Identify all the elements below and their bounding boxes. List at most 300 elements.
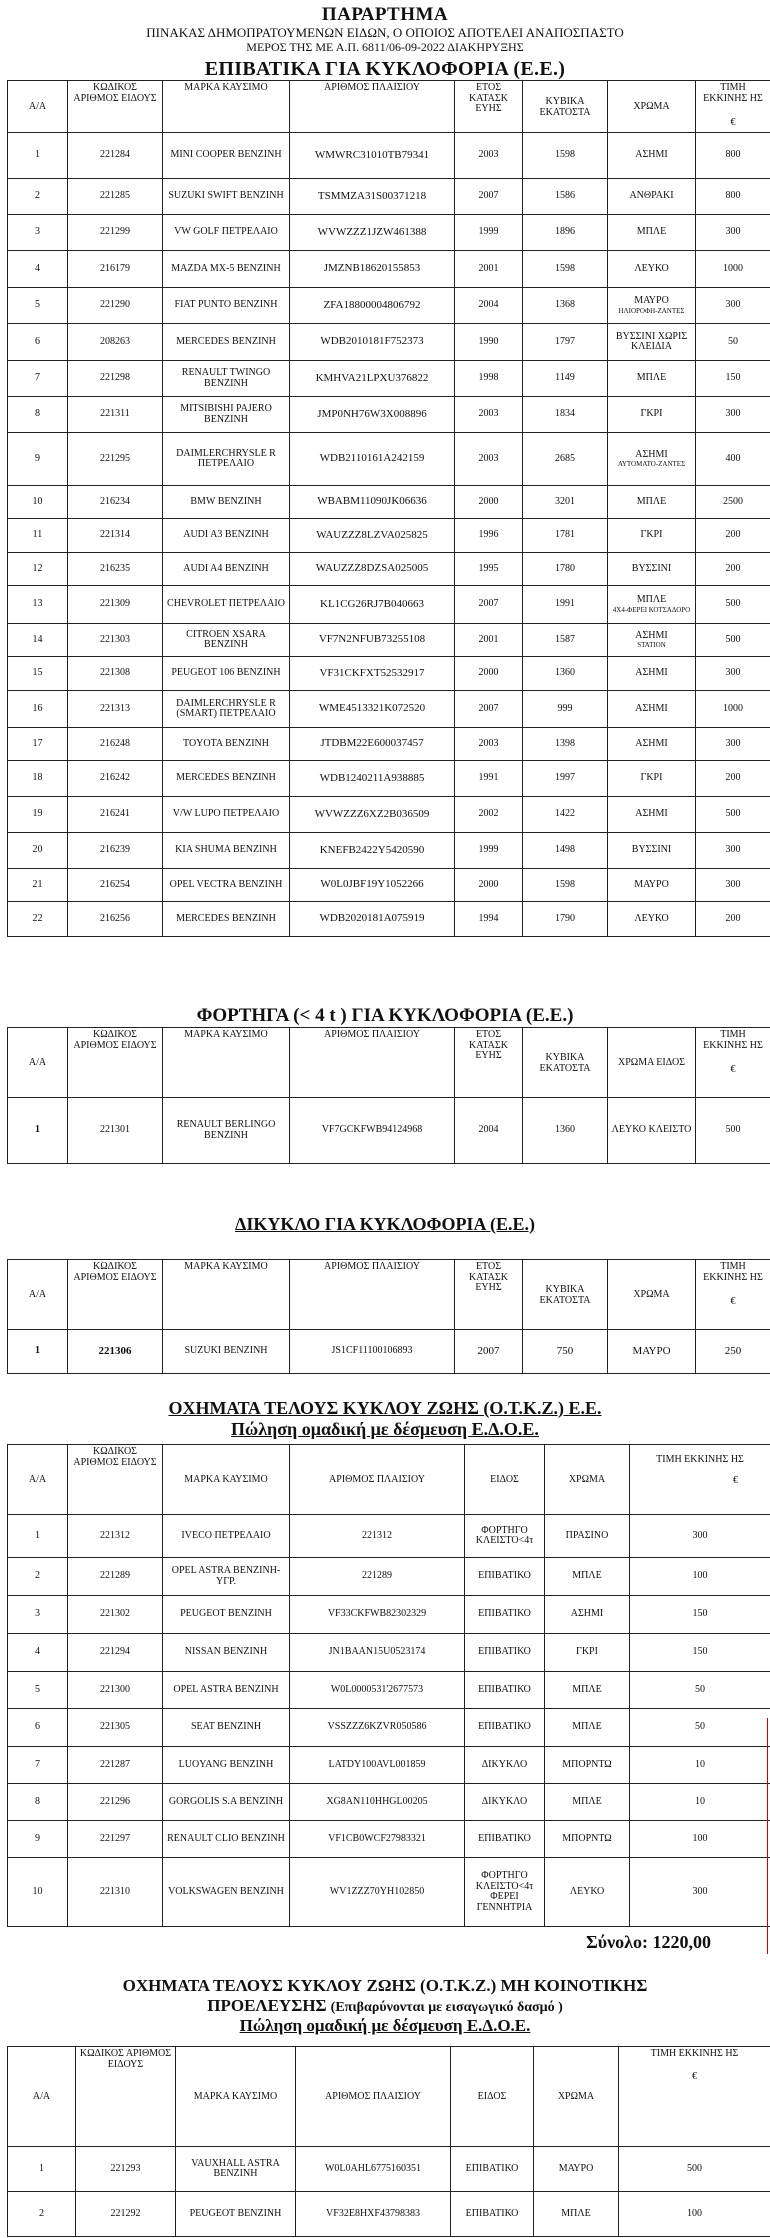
row-number: 9 <box>8 433 68 486</box>
euro-symbol: € <box>692 2070 697 2082</box>
chassis-number: WAUZZZ8DZSA025005 <box>290 553 455 586</box>
row-number: 1 <box>8 1515 68 1558</box>
color <box>608 728 696 761</box>
section-eol-eu-title: ΟΧΗΜΑΤΑ ΤΕΛΟΥΣ ΚΥΚΛΟΥ ΖΩΗΣ (Ο.Τ.Κ.Ζ.) Ε.Ε. Πώληση ομαδική με δέσμευση Ε.Δ.Ο.Ε. <box>0 1398 770 1439</box>
cubic-cm: 3201 <box>523 486 608 519</box>
start-price: 10 <box>630 1747 770 1784</box>
brand-fuel: OPEL ASTRA BENZINH <box>163 1672 290 1709</box>
cubic-cm: 1598 <box>523 869 608 902</box>
start-price: 1000 <box>696 251 770 288</box>
brand-fuel: LUOYANG BENZINH <box>163 1747 290 1784</box>
item-code: 221305 <box>68 1709 163 1747</box>
chassis-number: KNEFB2422Y5420590 <box>290 833 455 869</box>
cubic-cm: 1997 <box>523 761 608 797</box>
brand-fuel: MERCEDES BENZINH <box>163 902 290 937</box>
color <box>608 902 696 937</box>
cars-table <box>7 80 770 937</box>
brand-fuel: PEUGEOT BENZINH <box>176 2192 296 2237</box>
cubic-cm: 1586 <box>523 179 608 215</box>
chassis-number: WBABM11090JK06636 <box>290 486 455 519</box>
color: ΜΑΥΡΟ <box>534 2147 619 2192</box>
table-row <box>8 1747 770 1784</box>
chassis-number: VF31CKFXT52532917 <box>290 657 455 691</box>
start-price: 200 <box>696 761 770 797</box>
start-price: 50 <box>696 324 770 361</box>
chassis-number: JMZNB18620155853 <box>290 251 455 288</box>
color: ΜΠΛΕ <box>545 1672 630 1709</box>
start-price: 500 <box>696 586 770 624</box>
item-code: 216234 <box>68 486 163 519</box>
chassis-number: 221312 <box>290 1515 465 1558</box>
table-row <box>8 179 770 215</box>
cubic-cm: 1780 <box>523 553 608 586</box>
col-brand: ΜΑΡΚΑ ΚΑΥΣΙΜΟ <box>176 2047 296 2147</box>
cubic-cm: 1360 <box>523 657 608 691</box>
table-header-row <box>8 1028 770 1098</box>
start-price: 250 <box>696 1330 770 1374</box>
brand-fuel: CHEVROLET ΠΕΤΡΕΛΑΙΟ <box>163 586 290 624</box>
col-chassis: ΑΡΙΘΜΟΣ ΠΛΑΙΣΙΟΥ <box>290 1445 465 1515</box>
year: 1991 <box>455 761 523 797</box>
cubic-cm: 1587 <box>523 624 608 657</box>
color <box>608 251 696 288</box>
color: ΜΠΛΕ <box>545 1709 630 1747</box>
color <box>608 324 696 361</box>
brand-fuel: SEAT BENZINH <box>163 1709 290 1747</box>
color-value: ΓΚΡΙ <box>640 529 663 541</box>
row-number: 13 <box>8 586 68 624</box>
chassis-number: WME4513321K072520 <box>290 691 455 728</box>
col-color: ΧΡΩΜΑ <box>608 1260 696 1330</box>
start-price: 500 <box>696 624 770 657</box>
brand-fuel: V/W LUPO ΠΕΤΡΕΛΑΙΟ <box>163 797 290 833</box>
item-code: 221290 <box>68 288 163 324</box>
chassis-number: 221289 <box>290 1558 465 1596</box>
euro-symbol: € <box>730 117 736 128</box>
table-row <box>8 288 770 324</box>
col-price: ΤΙΜΗ ΕΚΚΙΝΗΣ ΗΣ € <box>696 81 770 133</box>
brand-fuel: OPEL VECTRA BENZINH <box>163 869 290 902</box>
item-code: 216242 <box>68 761 163 797</box>
row-number: 10 <box>8 1858 68 1927</box>
table-row <box>8 1821 770 1858</box>
chassis-number: WDB2010181F752373 <box>290 324 455 361</box>
row-number: 1 <box>8 133 68 179</box>
table-row <box>8 1515 770 1558</box>
eol-noneu-table <box>7 2046 770 2237</box>
start-price: 150 <box>630 1634 770 1672</box>
table-row <box>8 691 770 728</box>
year: 2003 <box>455 728 523 761</box>
color-value: ΑΣΗΜΙ <box>635 702 668 714</box>
table-row <box>8 1709 770 1747</box>
vehicle-type: ΕΠΙΒΑΤΙΚΟ <box>451 2192 534 2237</box>
vehicle-type: ΕΠΙΒΑΤΙΚΟ <box>465 1709 545 1747</box>
cubic-cm: 750 <box>523 1330 608 1374</box>
brand-fuel: MERCEDES BENZINH <box>163 761 290 797</box>
chassis-number: WVWZZZ1JZW461388 <box>290 215 455 251</box>
year: 2004 <box>455 1098 523 1164</box>
row-number: 5 <box>8 288 68 324</box>
color-value: ΜΠΛΕ <box>636 226 667 238</box>
item-code: 216248 <box>68 728 163 761</box>
row-number: 6 <box>8 1709 68 1747</box>
brand-fuel: NISSAN BENZINH <box>163 1634 290 1672</box>
row-number: 1 <box>8 1330 68 1374</box>
table-header-row <box>8 1445 770 1515</box>
color-value: ΓΚΡΙ <box>640 408 663 420</box>
color-note: STATION <box>637 641 666 650</box>
vehicle-type: ΕΠΙΒΑΤΙΚΟ <box>465 1821 545 1858</box>
col-cc: ΚΥΒΙΚΑ ΕΚΑΤΟΣΤΑ <box>523 1260 608 1330</box>
section-moto-title: ΔΙΚΥΚΛΟ ΓΙΑ ΚΥΚΛΟΦΟΡΙΑ (Ε.Ε.) <box>235 1214 535 1234</box>
brand-fuel: KIA SHUMA BENZINH <box>163 833 290 869</box>
vehicle-type: ΕΠΙΒΑΤΙΚΟ <box>465 1558 545 1596</box>
cubic-cm: 1368 <box>523 288 608 324</box>
item-code: 221297 <box>68 1821 163 1858</box>
chassis-number: VF32E8HXF43798383 <box>296 2192 451 2237</box>
chassis-number: WDB2020181A075919 <box>290 902 455 937</box>
table-row <box>8 1330 770 1374</box>
brand-fuel: BMW BENZINH <box>163 486 290 519</box>
color-value: ΑΣΗΜΙ <box>635 629 668 641</box>
cubic-cm: 1398 <box>523 728 608 761</box>
start-price: 800 <box>696 179 770 215</box>
color: ΜΑΥΡΟ <box>608 1330 696 1374</box>
year: 2003 <box>455 433 523 486</box>
chassis-number: VF33CKFWB82302329 <box>290 1596 465 1634</box>
col-type: ΕΙΔΟΣ <box>465 1445 545 1515</box>
cubic-cm: 1360 <box>523 1098 608 1164</box>
header-line-2: ΜΕΡΟΣ ΤΗΣ ΜΕ Α.Π. 6811/06-09-2022 ΔΙΑΚΗΡΥΞΗΣ <box>246 39 524 54</box>
color <box>608 519 696 553</box>
start-price: 150 <box>630 1596 770 1634</box>
table-row <box>8 833 770 869</box>
year: 2003 <box>455 133 523 179</box>
color-value: ΜΑΥΡΟ <box>634 878 669 890</box>
start-price: 300 <box>696 288 770 324</box>
brand-fuel: IVECO ΠΕΤΡΕΛΑΙΟ <box>163 1515 290 1558</box>
vehicle-type: ΕΠΙΒΑΤΙΚΟ <box>465 1672 545 1709</box>
table-row <box>8 728 770 761</box>
section-eol-noneu-subtitle: Πώληση ομαδική με δέσμευση Ε.Δ.Ο.Ε. <box>239 2015 531 2035</box>
table-row <box>8 761 770 797</box>
brand-fuel: VAUXHALL ASTRA BENZINH <box>176 2147 296 2192</box>
chassis-number: W0L0JBF19Y1052266 <box>290 869 455 902</box>
row-number: 6 <box>8 324 68 361</box>
col-year: ΕΤΟΣ ΚΑΤΑΣΚ ΕΥΗΣ <box>455 1260 523 1330</box>
row-number: 16 <box>8 691 68 728</box>
total-sum: Σύνολο: 1220,00 <box>586 1932 711 1952</box>
brand-fuel: SUZUKI SWIFT BENZINH <box>163 179 290 215</box>
brand-fuel: MERCEDES BENZINH <box>163 324 290 361</box>
start-price: 800 <box>696 133 770 179</box>
color-value: ΒΥΣΣΙΝΙ <box>631 844 672 856</box>
item-code: 221294 <box>68 1634 163 1672</box>
chassis-number: KMHVA21LPXU376822 <box>290 361 455 397</box>
col-chassis: ΑΡΙΘΜΟΣ ΠΛΑΙΣΙΟΥ <box>296 2047 451 2147</box>
chassis-number: WVWZZZ6XZ2B036509 <box>290 797 455 833</box>
color-value: ΒΥΣΣΙΝΙ <box>631 562 672 574</box>
item-code: 221303 <box>68 624 163 657</box>
cubic-cm: 2685 <box>523 433 608 486</box>
col-code: ΚΩΔΙΚΟΣ ΑΡΙΘΜΟΣ ΕΙΔΟΥΣ <box>76 2047 176 2147</box>
table-row <box>8 797 770 833</box>
brand-fuel: PEUGEOT 106 BENZINH <box>163 657 290 691</box>
item-code: 221293 <box>76 2147 176 2192</box>
brand-fuel: SUZUKI BENZINH <box>163 1330 290 1374</box>
row-number: 4 <box>8 251 68 288</box>
year: 1999 <box>455 215 523 251</box>
cubic-cm: 1781 <box>523 519 608 553</box>
table-row <box>8 2192 770 2237</box>
item-code: 216241 <box>68 797 163 833</box>
start-price: 500 <box>619 2147 770 2192</box>
start-price: 300 <box>696 657 770 691</box>
table-row <box>8 1596 770 1634</box>
chassis-number: ZFA18800004806792 <box>290 288 455 324</box>
table-header-row <box>8 81 770 133</box>
col-aa: Α/Α <box>8 81 68 133</box>
table-row <box>8 1672 770 1709</box>
col-code: ΚΩΔΙΚΟΣ ΑΡΙΘΜΟΣ ΕΙΔΟΥΣ <box>68 1445 163 1515</box>
year: 2007 <box>455 179 523 215</box>
col-chassis: ΑΡΙΘΜΟΣ ΠΛΑΙΣΙΟΥ <box>290 81 455 133</box>
section-eol-noneu-title2: ΠΡΟΕΛΕΥΣΗΣ <box>207 1995 327 2015</box>
year: 1994 <box>455 902 523 937</box>
brand-fuel: RENAULT BERLINGO BENZINH <box>163 1098 290 1164</box>
item-code: 221301 <box>68 1098 163 1164</box>
item-code: 221313 <box>68 691 163 728</box>
year: 1999 <box>455 833 523 869</box>
section-eol-noneu-title: ΟΧΗΜΑΤΑ ΤΕΛΟΥΣ ΚΥΚΛΟΥ ΖΩΗΣ (Ο.Τ.Κ.Ζ.) ΜΗ ΚΟΙΝΟΤΙΚΗΣ ΠΡΟΕΛΕΥΣΗΣ (Επιβαρύνονται με εισαγωγικό δασμό ) Πώληση ομαδική με δέσμευση Ε.Δ.Ο.Ε. <box>0 1976 770 2035</box>
col-brand: ΜΑΡΚΑ ΚΑΥΣΙΜΟ <box>163 81 290 133</box>
item-code: 221312 <box>68 1515 163 1558</box>
row-number: 15 <box>8 657 68 691</box>
row-number: 7 <box>8 361 68 397</box>
start-price: 200 <box>696 519 770 553</box>
color: ΛΕΥΚΟ <box>545 1858 630 1927</box>
color: ΠΡΑΣΙΝΟ <box>545 1515 630 1558</box>
year: 2003 <box>455 397 523 433</box>
brand-fuel: CITROEN XSARA BENZINH <box>163 624 290 657</box>
item-code: 221311 <box>68 397 163 433</box>
item-code: 221292 <box>76 2192 176 2237</box>
table-row <box>8 1634 770 1672</box>
start-price: 300 <box>696 833 770 869</box>
cubic-cm: 999 <box>523 691 608 728</box>
chassis-number: LATDY100AVL001859 <box>290 1747 465 1784</box>
cubic-cm: 1598 <box>523 133 608 179</box>
row-number: 1 <box>8 2147 76 2192</box>
table-row <box>8 1858 770 1927</box>
color: ΑΣΗΜΙ <box>545 1596 630 1634</box>
item-code: 221285 <box>68 179 163 215</box>
color <box>608 361 696 397</box>
color-value: ΑΣΗΜΙ <box>635 448 668 460</box>
brand-fuel: FIAT PUNTO BENZINH <box>163 288 290 324</box>
annex-title: ΠΑΡΑΡΤΗΜΑ <box>321 4 449 25</box>
col-cc: ΚΥΒΙΚΑ ΕΚΑΤΟΣΤΑ <box>523 1028 608 1098</box>
chassis-number: WDB2110161A242159 <box>290 433 455 486</box>
row-number: 2 <box>8 1558 68 1596</box>
row-number: 3 <box>8 1596 68 1634</box>
col-color: ΧΡΩΜΑ <box>545 1445 630 1515</box>
item-code: 216239 <box>68 833 163 869</box>
table-row <box>8 869 770 902</box>
table-row <box>8 397 770 433</box>
table-row <box>8 1558 770 1596</box>
table-row <box>8 624 770 657</box>
chassis-number: WDB1240211A938885 <box>290 761 455 797</box>
year: 2007 <box>455 586 523 624</box>
start-price: 400 <box>696 433 770 486</box>
color <box>608 869 696 902</box>
row-number: 22 <box>8 902 68 937</box>
table-row <box>8 251 770 288</box>
col-color: ΧΡΩΜΑ <box>608 81 696 133</box>
chassis-number: JTDBM22E600037457 <box>290 728 455 761</box>
year: 2007 <box>455 1330 523 1374</box>
col-brand: ΜΑΡΚΑ ΚΑΥΣΙΜΟ <box>163 1028 290 1098</box>
year: 2000 <box>455 657 523 691</box>
section-eol-eu-subtitle: Πώληση ομαδική με δέσμευση Ε.Δ.Ο.Ε. <box>231 1418 539 1439</box>
col-price: ΤΙΜΗ ΕΚΚΙΝΗΣ ΗΣ € <box>630 1445 770 1515</box>
item-code: 221314 <box>68 519 163 553</box>
table-row <box>8 215 770 251</box>
start-price: 100 <box>619 2192 770 2237</box>
brand-fuel: VOLKSWAGEN BENZINH <box>163 1858 290 1927</box>
start-price: 200 <box>696 553 770 586</box>
item-code: 221306 <box>68 1330 163 1374</box>
chassis-number: TSMMZA31S00371218 <box>290 179 455 215</box>
item-code: 221289 <box>68 1558 163 1596</box>
start-price: 300 <box>630 1515 770 1558</box>
brand-fuel: PEUGEOT BENZINH <box>163 1596 290 1634</box>
col-price: ΤΙΜΗ ΕΚΚΙΝΗΣ ΗΣ € <box>619 2047 770 2147</box>
color <box>608 397 696 433</box>
color <box>608 691 696 728</box>
table-row <box>8 553 770 586</box>
start-price: 50 <box>630 1709 770 1747</box>
chassis-number: VSSZZZ6KZVR050586 <box>290 1709 465 1747</box>
item-code: 221308 <box>68 657 163 691</box>
table-row <box>8 486 770 519</box>
col-code: ΚΩΔΙΚΟΣ ΑΡΙΘΜΟΣ ΕΙΔΟΥΣ <box>68 81 163 133</box>
year: 2000 <box>455 486 523 519</box>
chassis-number: KL1CG26RJ7B040663 <box>290 586 455 624</box>
chassis-number: W0L0AHL6775160351 <box>296 2147 451 2192</box>
row-number: 12 <box>8 553 68 586</box>
year: 1996 <box>455 519 523 553</box>
row-number: 7 <box>8 1747 68 1784</box>
trucks-table <box>7 1027 770 1164</box>
header-line-1: ΠΙΝΑΚΑΣ ΔΗΜΟΠΡΑΤΟΥΜΕΝΩΝ ΕΙΔΩΝ, Ο ΟΠΟΙΟΣ ΑΠΟΤΕΛΕΙ ΑΝΑΠΟΣΠΑΣΤΟ <box>146 24 624 40</box>
color-value: ΑΝΘΡΑΚΙ <box>629 190 674 202</box>
col-aa: Α/Α <box>8 2047 76 2147</box>
table-row <box>8 902 770 937</box>
color <box>608 586 696 624</box>
chassis-number: JMP0NH76W3X008896 <box>290 397 455 433</box>
brand-fuel: MAZDA MX-5 BENZINH <box>163 251 290 288</box>
col-aa: Α/Α <box>8 1445 68 1515</box>
col-price: ΤΙΜΗ ΕΚΚΙΝΗΣ ΗΣ € <box>696 1260 770 1330</box>
item-code: 221295 <box>68 433 163 486</box>
start-price: 150 <box>696 361 770 397</box>
item-code: 221284 <box>68 133 163 179</box>
color: ΜΠΟΡΝΤΩ <box>545 1821 630 1858</box>
color-note: ΗΛΙΟΡΟΦΗ-ΖΑΝΤΕΣ <box>618 306 685 315</box>
start-price: 300 <box>696 728 770 761</box>
color-value: ΑΣΗΜΙ <box>635 149 668 161</box>
row-number: 11 <box>8 519 68 553</box>
color <box>608 657 696 691</box>
col-code: ΚΩΔΙΚΟΣ ΑΡΙΘΜΟΣ ΕΙΔΟΥΣ <box>68 1028 163 1098</box>
start-price: 10 <box>630 1784 770 1821</box>
chassis-number: JN1BAAN15U0523174 <box>290 1634 465 1672</box>
vehicle-type: ΔΙΚΥΚΛΟ <box>465 1747 545 1784</box>
col-year: ΕΤΟΣ ΚΑΤΑΣΚ ΕΥΗΣ <box>455 81 523 133</box>
col-chassis: ΑΡΙΘΜΟΣ ΠΛΑΙΣΙΟΥ <box>290 1028 455 1098</box>
brand-fuel: VW GOLF ΠΕΤΡΕΛΑΙΟ <box>163 215 290 251</box>
col-aa: Α/Α <box>8 1028 68 1098</box>
color-value: ΜΠΛΕ <box>636 594 667 606</box>
col-chassis: ΑΡΙΘΜΟΣ ΠΛΑΙΣΙΟΥ <box>290 1260 455 1330</box>
chassis-number: XG8AN110HHGL00205 <box>290 1784 465 1821</box>
row-number: 2 <box>8 2192 76 2237</box>
year: 2001 <box>455 251 523 288</box>
item-code: 221299 <box>68 215 163 251</box>
item-code: 208263 <box>68 324 163 361</box>
col-brand: ΜΑΡΚΑ ΚΑΥΣΙΜΟ <box>163 1260 290 1330</box>
row-number: 8 <box>8 1784 68 1821</box>
col-price: ΤΙΜΗ ΕΚΚΙΝΗΣ ΗΣ € <box>696 1028 770 1098</box>
col-type: ΕΙΔΟΣ <box>451 2047 534 2147</box>
start-price: 2500 <box>696 486 770 519</box>
color-value: ΜΠΛΕ <box>636 495 667 507</box>
row-number: 2 <box>8 179 68 215</box>
table-header-row <box>8 2047 770 2147</box>
col-color: ΧΡΩΜΑ ΕΙΔΟΣ <box>608 1028 696 1098</box>
start-price: 50 <box>630 1672 770 1709</box>
brand-fuel: AUDI A4 BENZINH <box>163 553 290 586</box>
chassis-number: VF1CB0WCF27983321 <box>290 1821 465 1858</box>
cubic-cm: 1149 <box>523 361 608 397</box>
row-number: 14 <box>8 624 68 657</box>
color-note: 4X4-ΦΕΡΕΙ ΚΟΤΣΑΔΟΡΟ <box>612 605 691 614</box>
year: 2002 <box>455 797 523 833</box>
chassis-number: JS1CF11100106893 <box>290 1330 455 1374</box>
row-number: 19 <box>8 797 68 833</box>
year: 2000 <box>455 869 523 902</box>
row-number: 1 <box>8 1098 68 1164</box>
table-header-row <box>8 1260 770 1330</box>
table-row <box>8 433 770 486</box>
color <box>608 288 696 324</box>
table-row <box>8 1098 770 1164</box>
item-code: 221310 <box>68 1858 163 1927</box>
brand-fuel: MITSIBISHI PAJERO BENZINH <box>163 397 290 433</box>
color <box>608 179 696 215</box>
section-eol-noneu-note: (Επιβαρύνονται με εισαγωγικό δασμό ) <box>330 1999 563 2015</box>
row-number: 21 <box>8 869 68 902</box>
start-price: 300 <box>696 869 770 902</box>
color: ΛΕΥΚΟ ΚΛΕΙΣΤΟ <box>608 1098 696 1164</box>
year: 1998 <box>455 361 523 397</box>
brand-fuel: RENAULT TWINGO BENZINH <box>163 361 290 397</box>
vehicle-type: ΦΟΡΤΗΓΟ ΚΛΕΙΣΤΟ<4τ ΦΕΡΕΙ ΓΕΝΝΗΤΡΙΑ <box>465 1858 545 1927</box>
color: ΜΠΛΕ <box>545 1558 630 1596</box>
